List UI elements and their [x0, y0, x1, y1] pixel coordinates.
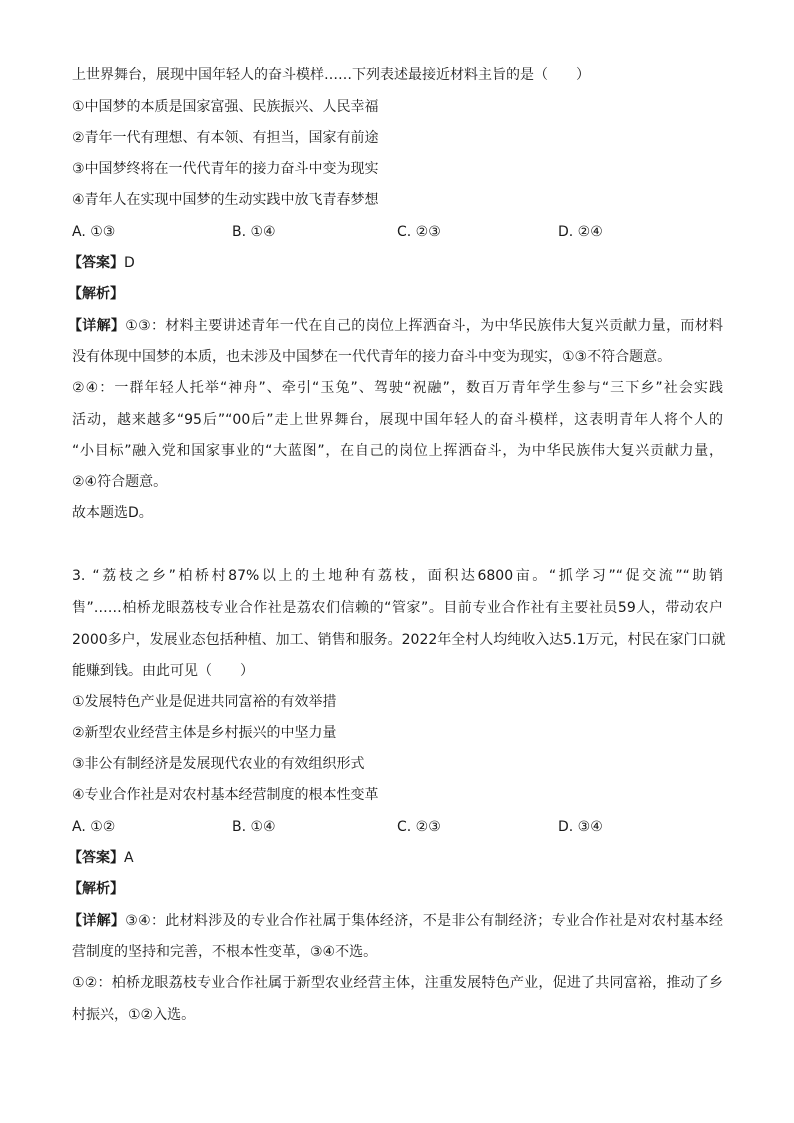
q2-conclusion: 故本题选D。 — [72, 505, 153, 521]
q3-answer-value: A — [124, 850, 134, 866]
q3-stem-line-1: 3. “荔枝之乡”柏桥村87%以上的土地种有荔枝，面积达6800亩。“抓学习”“促交流”“助销 — [72, 568, 723, 584]
q2-analysis-tag: 【解析】 — [68, 286, 124, 302]
q3-analysis-tag: 【解析】 — [68, 881, 124, 897]
q2-option-c: C. ②③ — [397, 224, 441, 240]
q3-option-a: A. ①② — [72, 819, 116, 835]
q2-option-d: D. ②④ — [558, 224, 603, 240]
q3-detail-line-2: 营制度的坚持和完善，不根本性变革，③④不选。 — [72, 944, 378, 960]
q2-stem-tail: 上世界舞台，展现中国年轻人的奋斗模样……下列表述最接近材料主旨的是（ ） — [72, 67, 590, 83]
q3-detail-text-1: ③④：此材料涉及的专业合作社属于集体经济，不是非公有制经济；专业合作社是对农村基本经 — [125, 913, 724, 929]
q3-statement-1: ①发展特色产业是促进共同富裕的有效举措 — [72, 694, 337, 710]
q3-answer-tag: 【答案】 — [68, 850, 124, 866]
q2-detail-tag: 【详解】 — [68, 318, 126, 334]
q2-detail-line-4: 活动，越来越多“95后”“00后”走上世界舞台，展现中国年轻人的奋斗模样，这表明青年人将个人的 — [72, 412, 723, 428]
q3-statement-4: ④专业合作社是对农村基本经营制度的根本性变革 — [72, 787, 379, 803]
q3-option-c: C. ②③ — [397, 819, 441, 835]
q2-detail-line-1 — [68, 316, 723, 336]
q3-option-b: B. ①④ — [232, 819, 276, 835]
q2-statement-4: ④青年人在实现中国梦的生动实践中放飞青春梦想 — [72, 192, 379, 208]
q2-detail-line-5: “小目标”融入党和国家事业的“大蓝图”，在自己的岗位上挥洒奋斗，为中华民族伟大复兴贡献力量， — [72, 443, 723, 459]
q2-detail-text-1: ①③：材料主要讲述青年一代在自己的岗位上挥洒奋斗，为中华民族伟大复兴贡献力量，而材料 — [125, 318, 724, 334]
q2-option-a: A. ①③ — [72, 224, 116, 240]
q3-detail-line-3: ①②：柏桥龙眼荔枝专业合作社属于新型农业经营主体，注重发展特色产业，促进了共同富裕，推动了乡 — [72, 975, 723, 991]
q3-option-d: D. ③④ — [558, 819, 603, 835]
q2-statement-3: ③中国梦终将在一代代青年的接力奋斗中变为现实 — [72, 161, 379, 177]
q2-answer — [68, 253, 135, 273]
q2-detail-line-6: ②④符合题意。 — [72, 474, 168, 490]
q3-detail-line-4: 村振兴，①②入选。 — [72, 1007, 196, 1023]
q3-stem-line-4: 能赚到钱。由此可见（ ） — [72, 663, 254, 679]
q3-detail-line-1 — [68, 911, 723, 931]
q2-statement-1: ①中国梦的本质是国家富强、民族振兴、人民幸福 — [72, 99, 379, 115]
q3-stem-line-3: 2000多户，发展业态包括种植、加工、销售和服务。2022年全村人均纯收入达5.1万元，村民在家门口就 — [72, 632, 726, 648]
q2-option-b: B. ①④ — [232, 224, 276, 240]
q2-statement-2: ②青年一代有理想、有本领、有担当，国家有前途 — [72, 130, 379, 146]
q2-detail-line-2: 没有体现中国梦的本质，也未涉及中国梦在一代代青年的接力奋斗中变为现实，①③不符合题意。 — [72, 349, 672, 365]
q3-detail-tag: 【详解】 — [68, 913, 126, 929]
q2-answer-tag: 【答案】 — [68, 255, 124, 271]
q3-statement-2: ②新型农业经营主体是乡村振兴的中坚力量 — [72, 725, 337, 741]
q3-answer — [68, 848, 134, 868]
q3-stem-line-2: 售”……柏桥龙眼荔枝专业合作社是荔农们信赖的“管家”。目前专业合作社有主要社员59人，带动农户 — [72, 600, 723, 616]
q2-answer-value: D — [124, 255, 135, 271]
q2-detail-line-3: ②④：一群年轻人托举“神舟”、牵引“玉兔”、驾驶“祝融”，数百万青年学生参与“三下乡”社会实践 — [72, 380, 723, 396]
q3-statement-3: ③非公有制经济是发展现代农业的有效组织形式 — [72, 756, 365, 772]
